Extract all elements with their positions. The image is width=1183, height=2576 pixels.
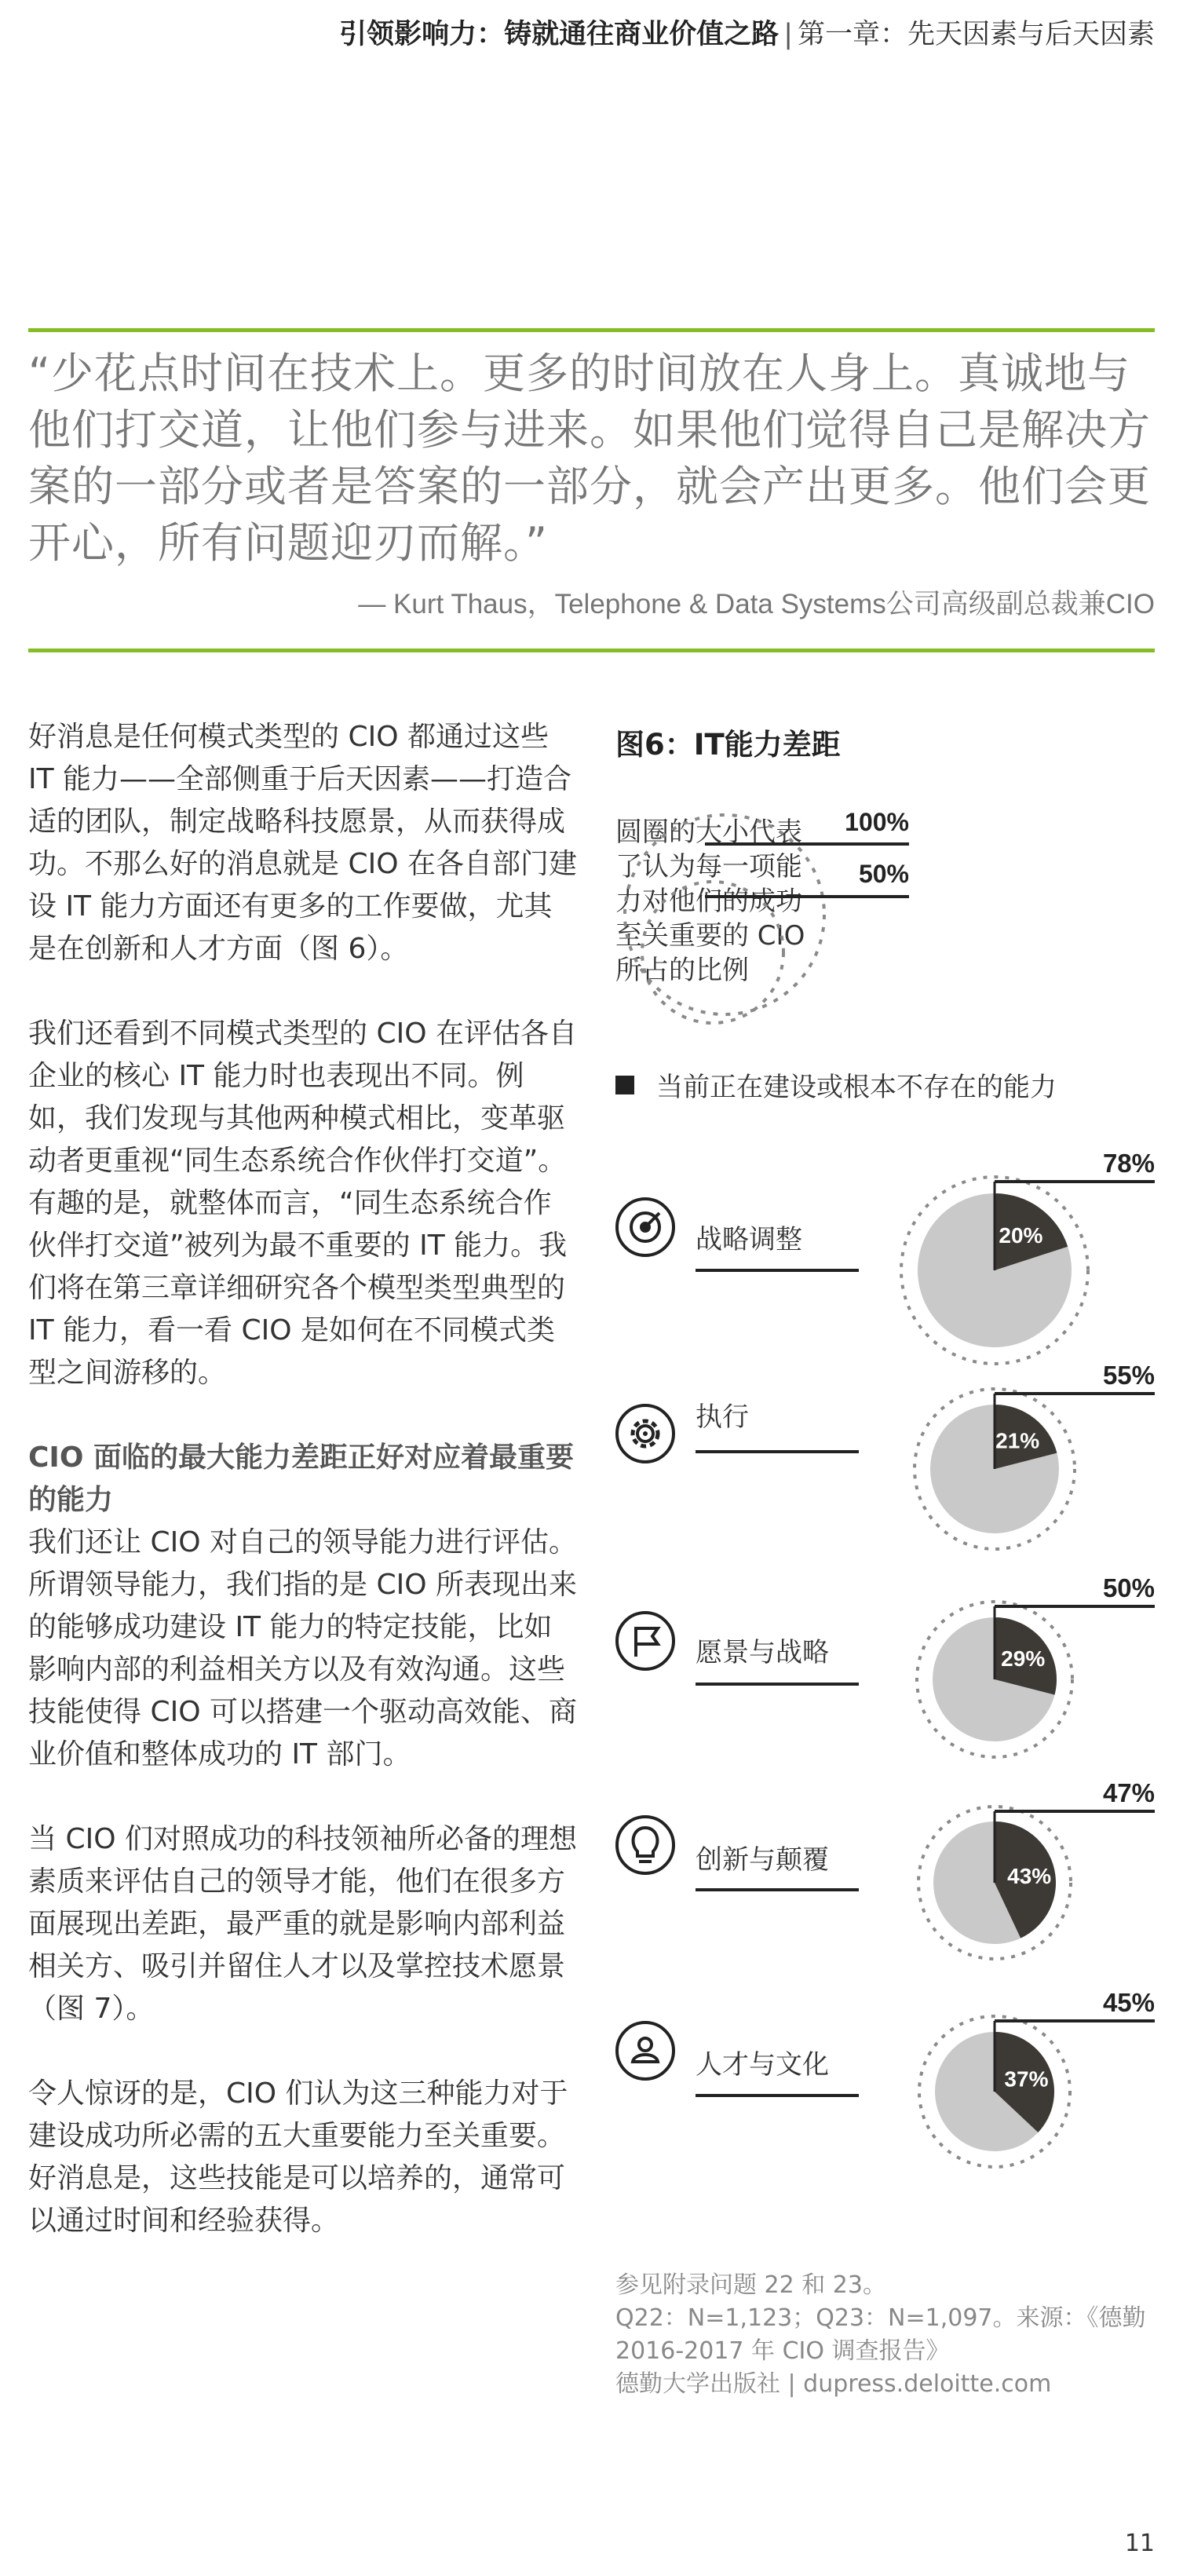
figure-source-note: [615, 2269, 1146, 2401]
header-separator: |: [783, 19, 793, 50]
capability-row: [617, 1817, 859, 1890]
lightbulb-icon: [633, 1828, 658, 1862]
gap-label: 20%: [999, 1223, 1043, 1248]
capability-label: 战略调整: [696, 1224, 802, 1255]
key-label-50: 50%: [858, 860, 909, 888]
capability-row: [617, 1613, 859, 1684]
note-line: 所占的比例: [615, 955, 749, 986]
importance-label: 47%: [1102, 1778, 1155, 1807]
header-title: 引领影响力：铸就通往商业价值之路: [339, 19, 780, 50]
person-icon: [633, 2038, 658, 2062]
capability-row: [617, 2022, 859, 2096]
flag-icon: [636, 1627, 658, 1657]
importance-label: 55%: [1102, 1361, 1155, 1390]
quote-attribution: — Kurt Thaus，Telephone & Data Systems公司高级副总裁兼CIO: [358, 589, 1155, 619]
target-icon: [631, 1213, 659, 1241]
importance-label: 78%: [1102, 1149, 1155, 1178]
importance-label: 50%: [1102, 1573, 1155, 1602]
footnote-line: 2016-2017 年 CIO 调查报告》: [615, 2337, 950, 2365]
note-line: 力对他们的成功: [615, 886, 802, 917]
capability-label: 创新与颠覆: [696, 1844, 829, 1876]
paragraph-4: 当 CIO 们对照成功的科技领袖所必备的理想素质来评估自己的领导才能，他们在很多方面展现出差距，最严重的就是影响内部利益相关方、吸引并留住人才以及掌控技术愿景（图 7）。: [28, 1823, 577, 2025]
footnote-line: 德勤大学出版社 | dupress.deloitte.com: [615, 2370, 1052, 2398]
gap-label: 21%: [995, 1428, 1040, 1453]
note-line: 圆圈的大小代表: [615, 817, 802, 848]
capability-label: 愿景与战略: [696, 1637, 829, 1668]
gear-icon: [633, 1421, 658, 1446]
paragraph-2: 我们还看到不同模式类型的 CIO 在评估各自企业的核心 IT 能力时也表现出不同。例如，我们发现与其他两种模式相比，变革驱动者更重视“同生态系统合作伙伴打交道”。有趣的是，就整体而言，“同生态系统合作伙伴打交道”被列为最不重要的 IT 能力。我们将在第三章详细研究各个模型类型典型的 IT 能力，看一看 CIO 是如何在不同模式类型之间游移的。: [28, 1018, 577, 1389]
pull-quote: “少花点时间在技术上。更多的时间放在人身上。真诚地与他们打交道，让他们参与进来。如果他们觉得自己是解决方案的一部分或者是答案的一部分，就会产出更多。他们会更开心，所有问题迎刃而解。”: [28, 349, 1151, 568]
note-line: 至关重要的 CIO: [615, 920, 805, 952]
gap-label: 43%: [1007, 1864, 1052, 1889]
capability-row: [617, 1401, 859, 1462]
pie-group: [901, 1149, 1155, 2167]
footnote-line: 参见附录问题 22 和 23。: [615, 2271, 886, 2299]
gap-label: 37%: [1004, 2066, 1049, 2092]
footnote-line: Q22：N=1,123；Q23：N=1,097。来源：《德勤: [615, 2304, 1146, 2332]
importance-label: 45%: [1102, 1988, 1155, 2017]
section-subheading: CIO 面临的最大能力差距正好对应着最重要的能力: [28, 1441, 574, 1516]
size-key: [625, 808, 909, 1023]
figure-title: 图6：IT能力差距: [615, 728, 841, 762]
key-label-100: 100%: [845, 808, 909, 836]
icon-circle: [617, 1817, 674, 1873]
paragraph-5: 令人惊讶的是，CIO 们认为这三种能力对于建设成功所必需的五大重要能力至关重要。好消息是，这些技能是可以培养的，通常可以通过时间和经验获得。: [28, 2077, 568, 2237]
note-line: 了认为每一项能: [615, 851, 802, 882]
key-circle-50: [642, 882, 783, 1023]
header-chapter: 第一章：先天因素与后天因素: [797, 19, 1155, 50]
paragraph-1: 好消息是任何模式类型的 CIO 都通过这些 IT 能力——全部侧重于后天因素——打造合适的团队，制定战略科技愿景，从而获得成功。不那么好的消息就是 CIO 在各自部门建设 IT 能力方面还有更多的工作要做，尤其是在创新和人才方面（图 6）。: [28, 721, 577, 965]
capability-row: [617, 1199, 859, 1270]
paragraph-3: 我们还让 CIO 对自己的领导能力进行评估。所谓领导能力，我们指的是 CIO 所表现出来的能够成功建设 IT 能力的特定技能，比如影响内部的利益相关方以及有效沟通。这些技能使得 CIO 可以搭建一个驱动高效能、商业价值和整体成功的 IT 部门。: [28, 1526, 577, 1770]
page-number: 11: [1124, 2530, 1155, 2557]
gap-label: 29%: [1001, 1646, 1046, 1671]
capability-label: 人才与文化: [696, 2049, 829, 2081]
legend-label: 当前正在建设或根本不存在的能力: [656, 1072, 1057, 1103]
capability-label: 执行: [696, 1401, 749, 1433]
icon-circle: [617, 1613, 674, 1669]
